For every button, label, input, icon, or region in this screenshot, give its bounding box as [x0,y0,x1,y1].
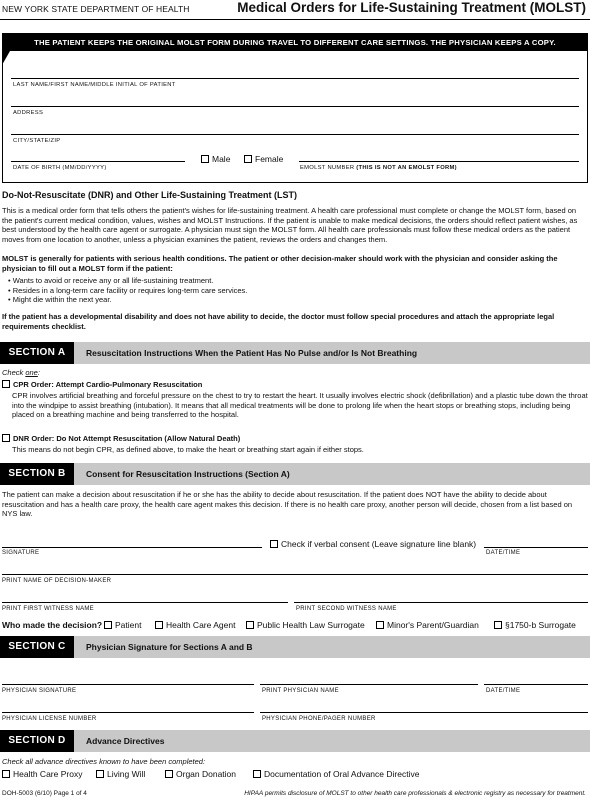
dnr-order-option[interactable] [2,434,588,444]
verbal-consent-checkbox[interactable] [270,540,278,548]
who-option-label: Patient [115,620,142,630]
advance-directives-instruction: Check all advance directives known to have been completed: [2,757,206,766]
signature-datetime-label: DATE/TIME [486,550,521,556]
decision-maker-label: PRINT NAME OF DECISION-MAKER [2,578,112,584]
list-item: • Wants to avoid or receive any or all life-sustaining treatment. [8,276,578,286]
list-item: • Might die within the next year. [8,295,578,305]
dnr-description: This means do not begin CPR, as defined above, to make the heart or breathing start again if either stops. [12,445,364,454]
dnr-checkbox[interactable] [2,434,10,442]
check-one-instruction [2,368,588,378]
intro-paragraph-1: This is a medical order form that tells others the patient's wishes for life-sustaining treatment. A health care professional must complete or change the MOLST form, based on the patient's current medical condition, values, wishes and MOLST Instructions. If the patient is unable to make medical decisions, the orders should reflect patient wishes, as best understood by the health care agent or surrogate. A physician must sign the MOLST form. All health care professionals must follow these medical orders as the patient moves from one location to another, unless a physician examines the patient, reviews the orders and changes them. [2,206,578,244]
ad-option-label: Health Care Proxy [13,769,83,779]
physician-name-line[interactable] [260,684,478,685]
physician-license-line[interactable] [2,712,254,713]
ad-option-health-care-proxy[interactable] [2,769,82,779]
section-b-text: The patient can make a decision about resuscitation if he or she has the ability to decide about resuscitation. If the patient does NOT have the ability to decide about resuscitation and has a health care proxy, the health care agent makes this decision. If there is no health care proxy, another person will decide, chosen from a list based on NYS law. [2,490,573,518]
patient-checkbox[interactable] [104,621,112,629]
section-b-title: Consent for Resuscitation Instructions (Section A) [86,469,290,479]
intro-paragraph-3: If the patient has a developmental disability and does not have ability to decide, the doctor must follow special procedures and attach the appropriate legal requirements checklist. [2,312,555,331]
female-checkbox[interactable] [244,155,252,163]
who-decided-label: Who made the decision? [2,620,103,630]
who-option-public-health-law-surrogate[interactable] [246,620,365,630]
ad-option-label: Living Will [107,769,146,779]
cpr-checkbox[interactable] [2,380,10,388]
ad-option-organ-donation[interactable] [165,769,236,779]
physician-phone-label: PHYSICIAN PHONE/PAGER NUMBER [262,716,376,722]
signature-line[interactable] [2,547,262,548]
city-state-zip-label: CITY/STATE/ZIP [13,138,61,144]
city-state-zip-line[interactable] [11,134,579,135]
who-option-label: Health Care Agent [166,620,236,630]
cpr-order-option[interactable] [2,380,588,390]
section-d-title: Advance Directives [86,736,165,746]
public-health-law-surrogate-checkbox[interactable] [246,621,254,629]
check-suffix: : [37,368,40,377]
header-divider [0,19,590,20]
emolst-line[interactable] [299,161,579,162]
verbal-consent-option[interactable] [270,539,476,549]
health-care-agent-checkbox[interactable] [155,621,163,629]
verbal-consent-label: Check if verbal consent (Leave signature line blank) [281,539,477,549]
who-option-health-care-agent[interactable] [155,620,235,630]
physician-name-label: PRINT PHYSICIAN NAME [262,688,339,694]
address-label: ADDRESS [13,110,44,116]
section-b-tag: SECTION B [0,463,74,485]
physician-phone-line[interactable] [260,712,588,713]
physician-signature-label: PHYSICIAN SIGNATURE [2,688,77,694]
female-label: Female [255,154,284,164]
ad-option-living-will[interactable] [96,769,145,779]
physician-license-label: PHYSICIAN LICENSE NUMBER [2,716,97,722]
section-d-header [0,730,590,752]
dob-line[interactable] [11,161,185,162]
section-c-tag: SECTION C [0,636,74,658]
oral-advance-directive-checkbox[interactable] [253,770,261,778]
health-care-proxy-checkbox[interactable] [2,770,10,778]
check-prefix: Check [2,368,26,377]
section-a-title: Resuscitation Instructions When the Patient Has No Pulse and/or Is Not Breathing [86,348,418,358]
male-checkbox[interactable] [201,155,209,163]
who-option-label: Minor's Parent/Guardian [387,620,479,630]
agency-name: NEW YORK STATE DEPARTMENT OF HEALTH [2,4,190,14]
emolst-number-label: EMOLST NUMBER [300,165,355,171]
patient-info-box [2,33,588,183]
ad-option-label: Documentation of Oral Advance Directive [264,769,420,779]
who-option-1750b-surrogate[interactable] [494,620,576,630]
1750b-surrogate-checkbox[interactable] [494,621,502,629]
physician-datetime-line[interactable] [484,684,588,685]
first-witness-label: PRINT FIRST WITNESS NAME [2,606,94,612]
section-a-header [0,342,590,364]
emolst-note: (THIS IS NOT AN EMOLST FORM) [356,165,457,171]
section-d-tag: SECTION D [0,730,74,752]
who-option-minors-parent[interactable] [376,620,479,630]
check-word: one [25,368,38,377]
male-option[interactable] [201,154,230,164]
signature-label: SIGNATURE [2,550,40,556]
cpr-order-title: CPR Order: Attempt Cardio-Pulmonary Resuscitation [13,380,203,389]
emolst-label [300,165,457,171]
who-option-patient[interactable] [104,620,141,630]
first-witness-line[interactable] [2,602,288,603]
physician-datetime-label: DATE/TIME [486,688,521,694]
section-c-title: Physician Signature for Sections A and B [86,642,253,652]
address-line[interactable] [11,106,579,107]
intro-paragraph-2: MOLST is generally for patients with serious health conditions. The patient or other decision-maker should work with the physician and consider asking the physician to fill out a MOLST form if the patient: [2,254,558,273]
ad-option-oral-advance-directive[interactable] [253,769,419,779]
list-item: • Resides in a long-term care facility or requires long-term care services. [8,286,578,296]
second-witness-line[interactable] [294,602,588,603]
form-id: DOH-5003 (6/10) Page 1 of 4 [2,790,87,797]
organ-donation-checkbox[interactable] [165,770,173,778]
section-a-tag: SECTION A [0,342,74,364]
second-witness-label: PRINT SECOND WITNESS NAME [296,606,397,612]
patient-banner: THE PATIENT KEEPS THE ORIGINAL MOLST FORM DURING TRAVEL TO DIFFERENT CARE SETTINGS. THE PHYSICIAN KEEPS A COPY. [3,34,587,51]
form-title: Medical Orders for Life-Sustaining Treatment (MOLST) [237,0,586,15]
signature-datetime-line[interactable] [484,547,588,548]
cpr-description: CPR involves artificial breathing and forceful pressure on the chest to try to restart the heart. It usually involves electric shock (defibrillation) and a plastic tube down the throat into the windpipe to assist breathing (intubation). It means that all medical treatments will be done to prolong life when the heart stops or breathing stops, including being placed on a breathing machine and being transferred to the hospital. [12,391,588,419]
banner-notch [2,51,10,65]
patient-name-line[interactable] [11,78,579,79]
section-c-header [0,636,590,658]
hipaa-notice: HIPAA permits disclosure of MOLST to other health care professionals & electronic registry as necessary for treatment. [244,790,586,797]
section-b-header [0,463,590,485]
who-option-label: §1750-b Surrogate [505,620,576,630]
minors-parent-checkbox[interactable] [376,621,384,629]
intro-heading: Do-Not-Resuscitate (DNR) and Other Life-Sustaining Treatment (LST) [2,190,298,200]
male-label: Male [212,154,231,164]
female-option[interactable] [244,154,283,164]
intro-bullet-list [8,276,578,305]
ad-option-label: Organ Donation [176,769,237,779]
living-will-checkbox[interactable] [96,770,104,778]
dnr-order-title: DNR Order: Do Not Attempt Resuscitation (Allow Natural Death) [13,434,241,443]
dob-label: DATE OF BIRTH (MM/DD/YYYY) [13,165,107,171]
patient-name-label: LAST NAME/FIRST NAME/MIDDLE INITIAL OF PATIENT [13,82,176,88]
who-option-label: Public Health Law Surrogate [257,620,365,630]
physician-signature-line[interactable] [2,684,254,685]
decision-maker-line[interactable] [2,574,588,575]
